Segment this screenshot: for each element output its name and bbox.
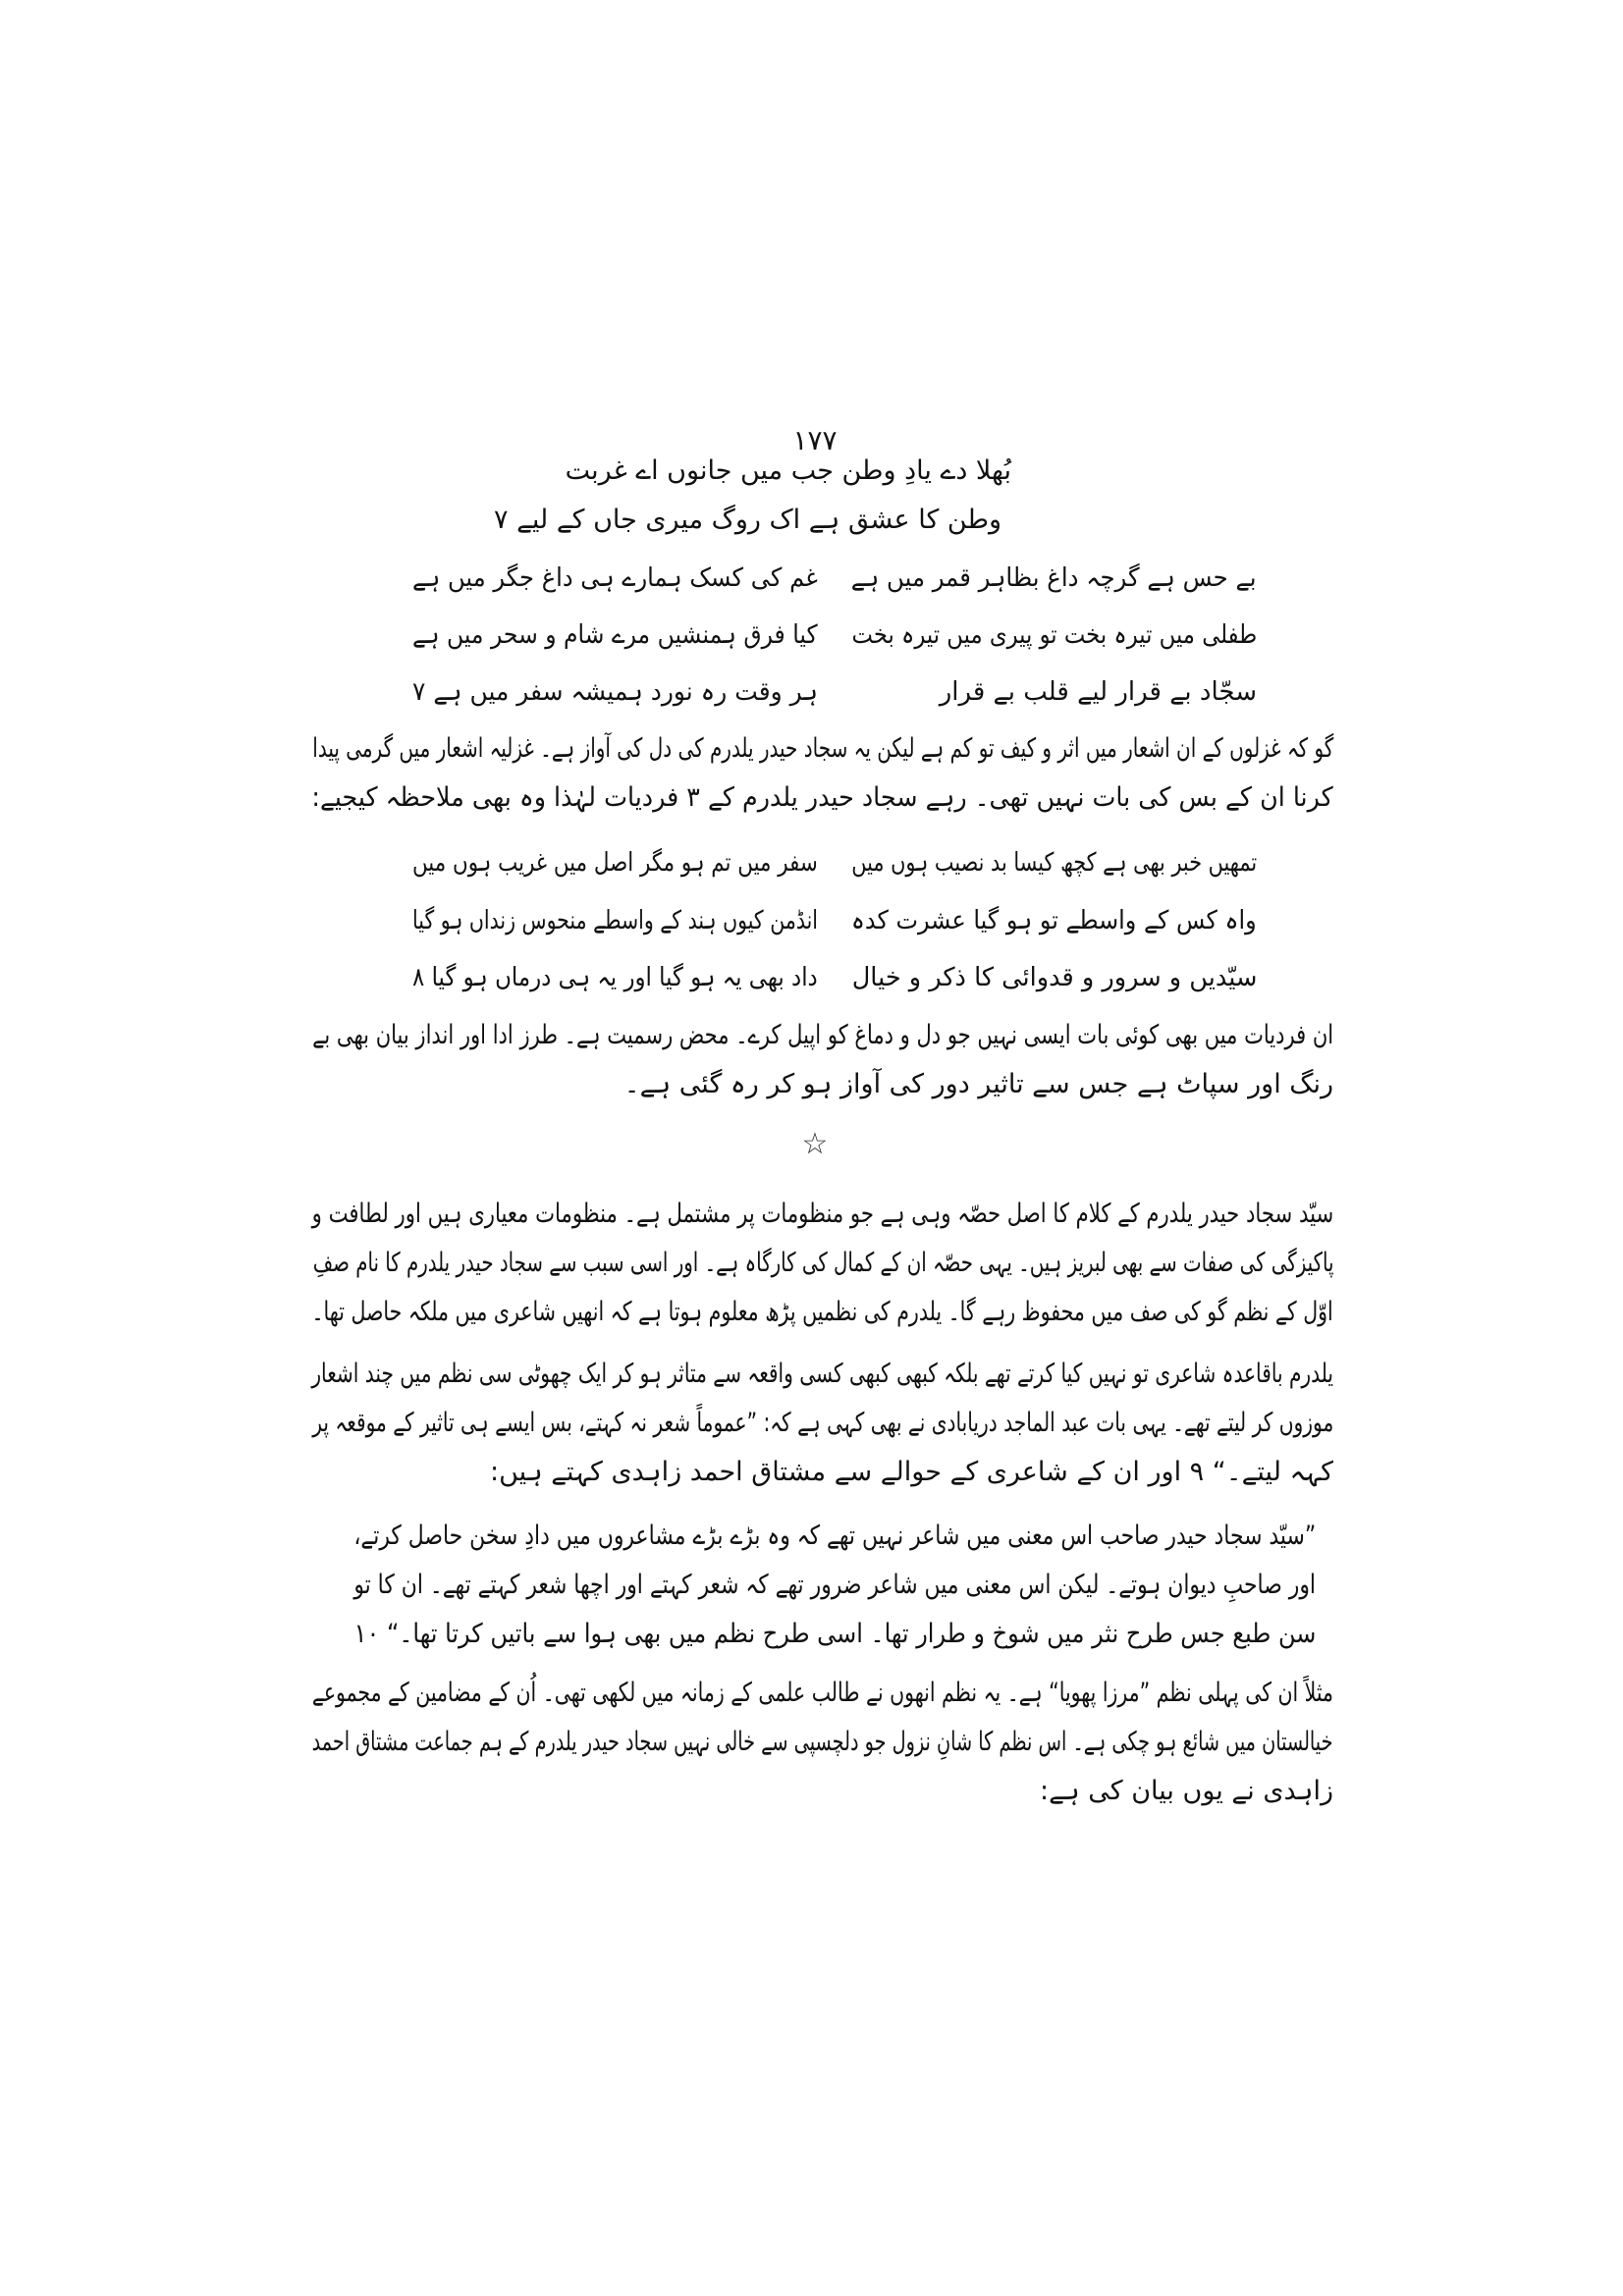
paragraph-line: اوّل کے نظم گو کی صف میں محفوظ رہے گا۔ یلدرم کی نظمیں پڑھ معلوم ہوتا ہے کہ انھیں شاعری میں ملکہ حاصل تھا۔ — [311, 1297, 1333, 1327]
paragraph-line: زاہدی نے یوں بیان کی ہے: — [1039, 1776, 1333, 1806]
misra-2: کیا فرق ہمنشیں مرے شام و سحر میں ہے — [412, 620, 818, 650]
paragraph-line: کرنا ان کے بس کی بات نہیں تھی۔ رہے سجاد حیدر یلدرم کے ۳ فردیات لہٰذا وہ بھی ملاحظہ کیجیے: — [311, 782, 1333, 813]
couplet-3 — [412, 670, 1257, 714]
misra-1: سیّدیں و سرور و قدوائی کا ذکر و خیال — [851, 963, 1257, 992]
paragraph-line: خیالستان میں شائع ہو چکی ہے۔ اس نظم کا شانِ نزول جو دلچسپی سے خالی نہیں سجاد حیدر یلدرم کے ہم جماعت مشتاق احمد — [312, 1727, 1333, 1757]
page-number: ۱۷۷ — [792, 424, 838, 456]
paragraph-4 — [312, 1350, 1333, 1497]
misra-1: سجّاد بے قرار لیے قلب بے قرار — [939, 677, 1257, 707]
verse-line-1: بُھلا دے یادِ وطن جب میں جانوں اے غربت — [565, 455, 1011, 486]
misra-2: انڈمن کیوں ہند کے واسطے منحوس زنداں ہو گیا — [412, 906, 819, 935]
verse-line-2: وطن کا عشق ہے اک روگ میری جاں کے لیے ۷ — [493, 505, 1001, 535]
paragraph-line: موزوں کر لیتے تھے۔ یہی بات عبد الماجد دریابادی نے بھی کہی ہے کہ: ”عموماً شعر نہ کہتے، بس ایسے ہی تاثیر کے موقعہ پر — [311, 1408, 1333, 1438]
paragraph-2 — [312, 1011, 1333, 1109]
paragraph-1 — [312, 724, 1333, 823]
misra-2: داد بھی یہ ہو گیا اور یہ ہی درماں ہو گیا ۸ — [412, 963, 818, 992]
misra-1: طفلی میں تیرہ بخت تو پیری میں تیرہ بخت — [851, 620, 1257, 650]
paragraph-line: مثلاً ان کی پہلی نظم ”مرزا پھویا“ ہے۔ یہ نظم انھوں نے طالب علمی کے زمانہ میں لکھی تھی۔ اُن کے مضامین کے مجموعے — [311, 1678, 1333, 1708]
couplet-4 — [412, 841, 1257, 884]
misra-2: سفر میں تم ہو مگر اصل میں غریب ہوں میں — [412, 848, 818, 878]
misra-2: ہر وقت رہ نورد ہمیشہ سفر میں ہے ۷ — [412, 677, 818, 707]
paragraph-line: پاکیزگی کی صفات سے بھی لبریز ہیں۔ یہی حصّہ ان کے کمال کی کارگاہ ہے۔ اور اسی سبب سے سجاد حیدر یلدرم کا نام صفِ — [312, 1248, 1333, 1278]
paragraph-line: کہہ لیتے۔“ ۹ اور ان کے شاعری کے حوالے سے مشتاق احمد زاہدی کہتے ہیں: — [490, 1457, 1333, 1487]
paragraph-line: رنگ اور سپاٹ ہے جس سے تاثیر دور کی آواز ہو کر رہ گئی ہے۔ — [623, 1069, 1333, 1099]
paragraph-5 — [312, 1669, 1333, 1816]
couplet-1 — [412, 557, 1257, 600]
paragraph-line: ان فردیات میں بھی کوئی بات ایسی نہیں جو دل و دماغ کو اپیل کرے۔ محض رسمیت ہے۔ طرز ادا اور انداز بیان بھی بے — [311, 1020, 1333, 1050]
paragraph-3 — [312, 1190, 1333, 1337]
quote-line: اور صاحبِ دیوان ہوتے۔ لیکن اس معنی میں شاعر ضرور تھے کہ شعر کہتے اور اچھا شعر کہتے تھے۔ ان کا تو — [353, 1570, 1316, 1600]
quote-line: ”سیّد سجاد حیدر صاحب اس معنی میں شاعر نہیں تھے کہ وہ بڑے بڑے مشاعروں میں دادِ سخن حاصل کرتے، — [353, 1521, 1316, 1551]
paragraph-line: گو کہ غزلوں کے ان اشعار میں اثر و کیف تو کم ہے لیکن یہ سجاد حیدر یلدرم کی دل کی آواز ہے۔ غزلیہ اشعار میں گرمی پیدا — [312, 733, 1333, 764]
couplet-6 — [412, 956, 1257, 999]
paragraph-line: سیّد سجاد حیدر یلدرم کے کلام کا اصل حصّہ وہی ہے جو منظومات پر مشتمل ہے۔ منظومات معیاری ہیں اور لطافت و — [311, 1199, 1333, 1229]
couplet-2 — [412, 614, 1257, 657]
misra-2: غم کی کسک ہمارے ہی داغ جگر میں ہے — [412, 563, 818, 593]
paragraph-line: یلدرم باقاعدہ شاعری تو نہیں کیا کرتے تھے بلکہ کبھی کبھی کسی واقعہ سے متاثر ہو کر ایک چھوٹی سی نظم میں چند اشعار — [311, 1359, 1333, 1389]
couplet-5 — [412, 899, 1257, 942]
misra-1: واہ کس کے واسطے تو ہو گیا عشرت کدہ — [851, 906, 1257, 935]
misra-1: تمھیں خبر بھی ہے کچھ کیسا بد نصیب ہوں میں — [851, 848, 1257, 878]
star-separator: ☆ — [801, 1127, 829, 1161]
quote-line: سن طبع جس طرح نثر میں شوخ و طرار تھا۔ اسی طرح نظم میں بھی ہوا سے باتیں کرتا تھا۔“ ۱۰ — [353, 1619, 1316, 1649]
misra-1: بے حس ہے گرچہ داغ بظاہر قمر میں ہے — [851, 563, 1257, 593]
block-quote — [353, 1512, 1316, 1659]
